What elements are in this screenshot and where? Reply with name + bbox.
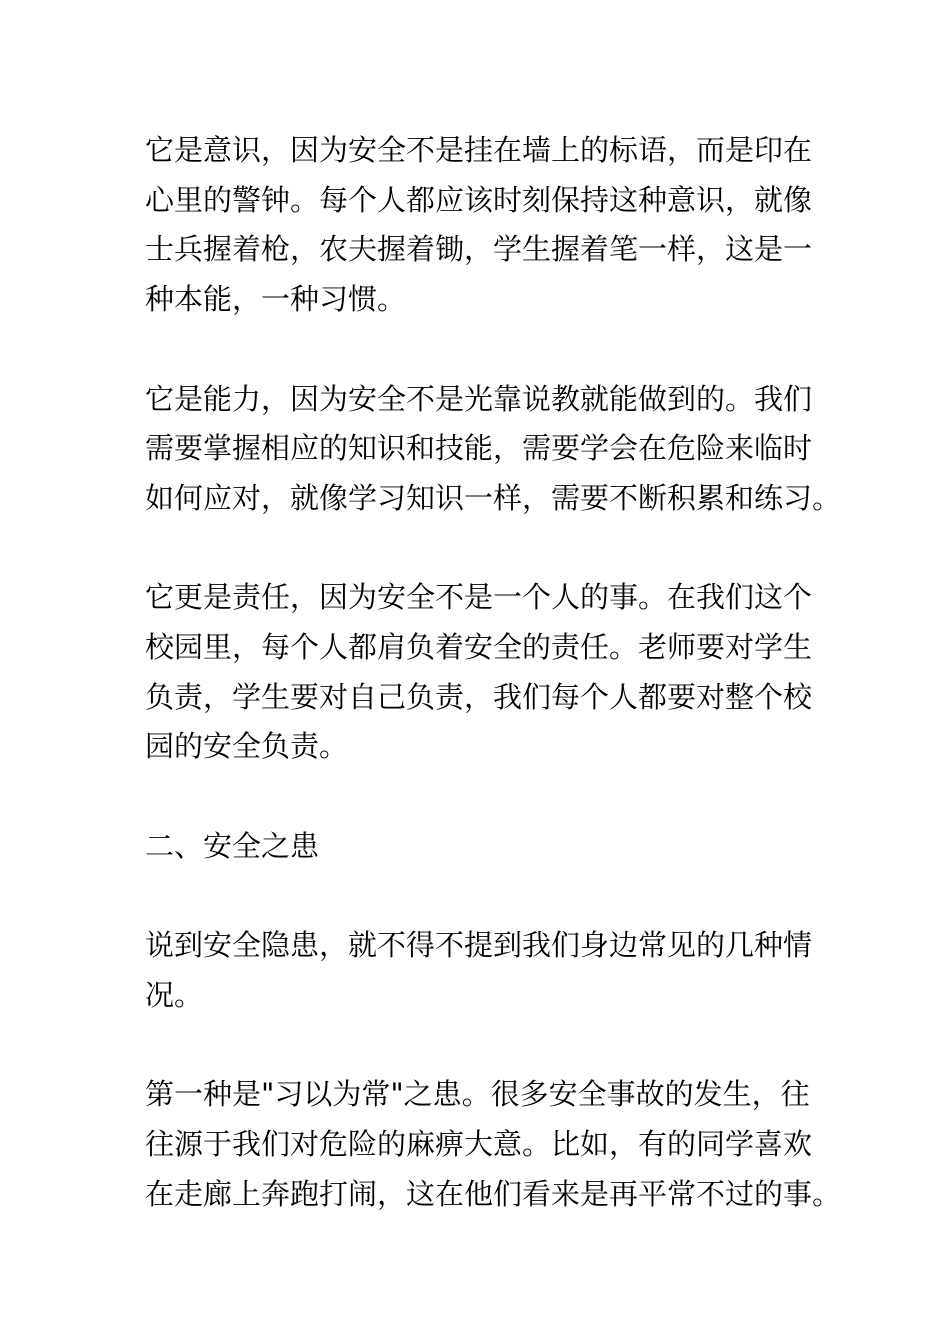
paragraph-hazards-intro — [145, 921, 825, 1020]
text-line: 往源于我们对危险的麻痹大意。比如，有的同学喜欢 — [145, 1126, 813, 1161]
text-line: 它更是责任，因为安全不是一个人的事。在我们这个 — [145, 580, 813, 615]
paragraph-ability — [145, 375, 842, 524]
text-line: 士兵握着枪，农夫握着锄，学生握着笔一样，这是一 — [145, 232, 813, 267]
heading-text: 二、安全之患 — [145, 828, 320, 863]
text-line: 园的安全负责。 — [145, 729, 349, 764]
paragraph-first-hazard — [145, 1070, 842, 1219]
text-line: 它是能力，因为安全不是光靠说教就能做到的。我们 — [145, 381, 813, 416]
text-line: 如何应对，就像学习知识一样，需要不断积累和练习。 — [145, 480, 842, 515]
paragraph-awareness — [145, 126, 825, 325]
section-heading — [145, 822, 825, 872]
text-line: 负责，学生要对自己负责，我们每个人都要对整个校 — [145, 679, 813, 714]
text-line: 种本能，一种习惯。 — [145, 282, 407, 317]
paragraph-responsibility — [145, 573, 825, 772]
text-line: 它是意识，因为安全不是挂在墙上的标语，而是印在 — [145, 133, 813, 167]
text-line: 况。 — [145, 977, 204, 1012]
document-body — [145, 126, 842, 1269]
text-line: 在走廊上奔跑打闹，这在他们看来是再平常不过的事。 — [145, 1176, 842, 1211]
text-line: 校园里，每个人都肩负着安全的责任。老师要对学生 — [145, 630, 813, 664]
text-line: 说到安全隐患，就不得不提到我们身边常见的几种情 — [145, 928, 813, 963]
text-line: 心里的警钟。每个人都应该时刻保持这种意识，就像 — [145, 182, 813, 217]
text-line: 需要掌握相应的知识和技能，需要学会在危险来临时 — [145, 431, 813, 466]
text-line: 第一种是"习以为常"之患。很多安全事故的发生，往 — [145, 1077, 810, 1112]
